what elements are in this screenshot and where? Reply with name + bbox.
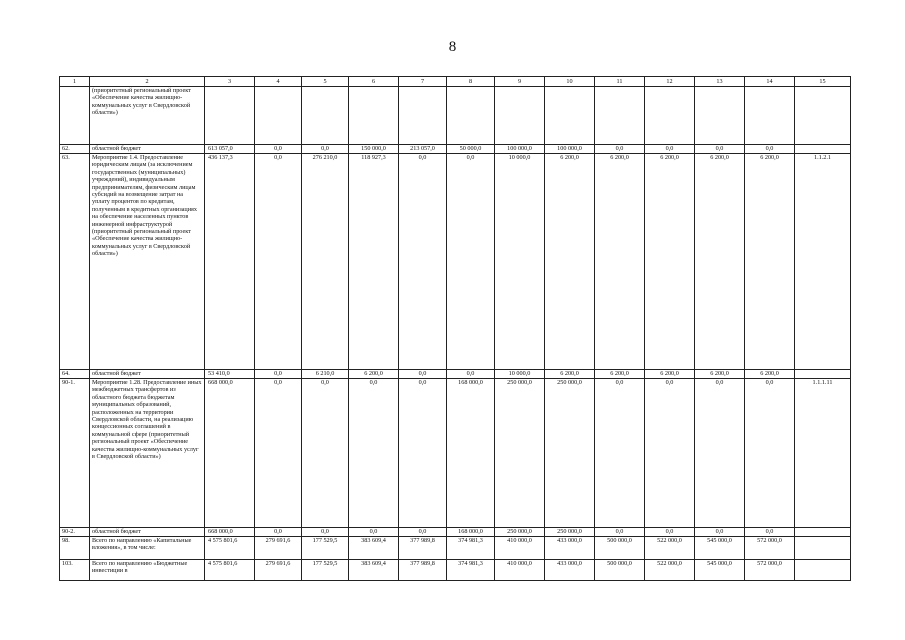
table-row: [60, 379, 851, 528]
amount-cell: 6 200,0: [545, 154, 595, 370]
amount-cell: 150 000,0: [349, 145, 399, 154]
header-cell: 12: [645, 77, 695, 87]
target-code-cell: 1.1.1.11: [795, 379, 851, 528]
row-number-cell: [60, 87, 90, 145]
amount-cell: 436 137,3: [205, 154, 255, 370]
amount-cell: [447, 87, 495, 145]
row-number-cell: 90-1.: [60, 379, 90, 528]
amount-cell: 0,0: [595, 145, 645, 154]
amount-cell: 668 000,0: [205, 379, 255, 528]
amount-cell: [695, 87, 745, 145]
row-number-cell: 64.: [60, 370, 90, 379]
amount-cell: 0,0: [399, 154, 447, 370]
amount-cell: 0,0: [399, 370, 447, 379]
amount-cell: 4 575 801,6: [205, 560, 255, 581]
amount-cell: 374 981,3: [447, 560, 495, 581]
amount-cell: 6 200,0: [645, 154, 695, 370]
amount-cell: 118 927,3: [349, 154, 399, 370]
amount-cell: 168 000,0: [447, 379, 495, 528]
table-row: [60, 560, 851, 581]
amount-cell: 177 529,5: [302, 537, 349, 560]
amount-cell: 53 410,0: [205, 370, 255, 379]
amount-cell: 0,0: [447, 154, 495, 370]
amount-cell: 545 000,0: [695, 537, 745, 560]
amount-cell: 0,0: [745, 528, 795, 537]
description-cell: Мероприятие 1.4. Предоставление юридическим лицам (за исключением государственных (муниципальных) учреждений), индивидуальным предпринимателям, физическим лицам субсидий на возмещение затрат на уплату процентов по кредитам, полученным в кредитных организациях на обеспечение населенных пунктов инженерной инфраструктурой (приоритетный региональный проект «Обеспечение качества жилищно-коммунальных услуг в Свердловской области»): [90, 154, 205, 370]
amount-cell: 10 000,0: [495, 154, 545, 370]
header-cell: 2: [90, 77, 205, 87]
amount-cell: 668 000,0: [205, 528, 255, 537]
table-row: [60, 154, 851, 370]
amount-cell: 377 989,8: [399, 560, 447, 581]
amount-cell: [205, 87, 255, 145]
row-number-cell: 98.: [60, 537, 90, 560]
description-cell: областной бюджет: [90, 528, 205, 537]
amount-cell: 6 210,0: [302, 370, 349, 379]
header-cell: 13: [695, 77, 745, 87]
amount-cell: 250 000,0: [545, 528, 595, 537]
target-code-cell: [795, 560, 851, 581]
amount-cell: 0,0: [349, 528, 399, 537]
amount-cell: [399, 87, 447, 145]
row-number-cell: 90-2.: [60, 528, 90, 537]
amount-cell: 410 000,0: [495, 560, 545, 581]
amount-cell: 0,0: [255, 370, 302, 379]
amount-cell: 177 529,5: [302, 560, 349, 581]
row-number-cell: 63.: [60, 154, 90, 370]
header-cell: 7: [399, 77, 447, 87]
amount-cell: 0,0: [447, 370, 495, 379]
target-code-cell: 1.1.2.1: [795, 154, 851, 370]
amount-cell: 0,0: [645, 379, 695, 528]
amount-cell: 6 200,0: [695, 370, 745, 379]
amount-cell: 410 000,0: [495, 537, 545, 560]
amount-cell: 0,0: [255, 154, 302, 370]
amount-cell: 433 000,0: [545, 537, 595, 560]
amount-cell: 0,0: [595, 528, 645, 537]
amount-cell: 0,0: [349, 379, 399, 528]
amount-cell: 276 210,0: [302, 154, 349, 370]
header-cell: 1: [60, 77, 90, 87]
row-number-cell: 103.: [60, 560, 90, 581]
amount-cell: 6 200,0: [645, 370, 695, 379]
amount-cell: 213 057,0: [399, 145, 447, 154]
amount-cell: 6 200,0: [545, 370, 595, 379]
target-code-cell: [795, 145, 851, 154]
header-cell: 5: [302, 77, 349, 87]
amount-cell: 377 989,8: [399, 537, 447, 560]
row-number-cell: 62.: [60, 145, 90, 154]
amount-cell: 383 609,4: [349, 537, 399, 560]
amount-cell: [495, 87, 545, 145]
table-row: [60, 537, 851, 560]
description-cell: Всего по направлению «Бюджетные инвестиции в: [90, 560, 205, 581]
target-code-cell: [795, 87, 851, 145]
description-cell: Всего по направлению «Капитальные вложения», в том числе:: [90, 537, 205, 560]
amount-cell: 374 981,3: [447, 537, 495, 560]
amount-cell: 6 200,0: [745, 370, 795, 379]
amount-cell: 250 000,0: [495, 528, 545, 537]
header-cell: 3: [205, 77, 255, 87]
description-cell: (приоритетный региональный проект «Обеспечение качества жилищно-коммунальных услуг в Свердловской области»): [90, 87, 205, 145]
amount-cell: 0,0: [745, 145, 795, 154]
header-cell: 8: [447, 77, 495, 87]
amount-cell: 0,0: [302, 379, 349, 528]
amount-cell: 0,0: [302, 528, 349, 537]
budget-table: [59, 76, 851, 581]
amount-cell: 6 200,0: [349, 370, 399, 379]
description-cell: Мероприятие 1.28. Предоставление иных межбюджетных трансфертов из областного бюджета бюджетам муниципальных образований, расположенных на территории Свердловской области, на реализацию концессионных соглашений в коммунальной сфере (приоритетный региональный проект «Обеспечение качества жилищно-коммунальных услуг в Свердловской области»): [90, 379, 205, 528]
description-cell: областной бюджет: [90, 145, 205, 154]
amount-cell: [545, 87, 595, 145]
amount-cell: 0,0: [595, 379, 645, 528]
target-code-cell: [795, 528, 851, 537]
amount-cell: 279 691,6: [255, 537, 302, 560]
amount-cell: 100 000,0: [545, 145, 595, 154]
amount-cell: [349, 87, 399, 145]
header-cell: 9: [495, 77, 545, 87]
amount-cell: 50 000,0: [447, 145, 495, 154]
table-row: [60, 528, 851, 537]
target-code-cell: [795, 370, 851, 379]
header-cell: 14: [745, 77, 795, 87]
amount-cell: 522 000,0: [645, 560, 695, 581]
amount-cell: [255, 87, 302, 145]
amount-cell: 500 000,0: [595, 537, 645, 560]
amount-cell: 522 000,0: [645, 537, 695, 560]
amount-cell: 500 000,0: [595, 560, 645, 581]
amount-cell: 0,0: [399, 528, 447, 537]
header-cell: 6: [349, 77, 399, 87]
amount-cell: 572 000,0: [745, 537, 795, 560]
amount-cell: 0,0: [255, 145, 302, 154]
amount-cell: [745, 87, 795, 145]
amount-cell: 0,0: [695, 145, 745, 154]
amount-cell: 613 057,0: [205, 145, 255, 154]
amount-cell: 0,0: [745, 379, 795, 528]
amount-cell: 0,0: [695, 528, 745, 537]
amount-cell: 6 200,0: [595, 370, 645, 379]
amount-cell: 6 200,0: [595, 154, 645, 370]
amount-cell: 0,0: [255, 528, 302, 537]
amount-cell: 0,0: [695, 379, 745, 528]
table-row: [60, 87, 851, 145]
page-number: 8: [448, 39, 457, 55]
amount-cell: 6 200,0: [745, 154, 795, 370]
amount-cell: 545 000,0: [695, 560, 745, 581]
header-cell: 11: [595, 77, 645, 87]
amount-cell: 250 000,0: [495, 379, 545, 528]
amount-cell: 0,0: [255, 379, 302, 528]
amount-cell: 250 000,0: [545, 379, 595, 528]
amount-cell: [302, 87, 349, 145]
amount-cell: 6 200,0: [695, 154, 745, 370]
amount-cell: 4 575 801,6: [205, 537, 255, 560]
amount-cell: 0,0: [302, 145, 349, 154]
amount-cell: 100 000,0: [495, 145, 545, 154]
amount-cell: 10 000,0: [495, 370, 545, 379]
table-row: [60, 145, 851, 154]
amount-cell: 383 609,4: [349, 560, 399, 581]
header-cell: 15: [795, 77, 851, 87]
header-cell: 4: [255, 77, 302, 87]
table-row: [60, 370, 851, 379]
header-cell: 10: [545, 77, 595, 87]
amount-cell: 572 000,0: [745, 560, 795, 581]
amount-cell: 0,0: [645, 145, 695, 154]
amount-cell: 0,0: [399, 379, 447, 528]
amount-cell: [595, 87, 645, 145]
description-cell: областной бюджет: [90, 370, 205, 379]
header-row: [60, 77, 851, 87]
amount-cell: 433 000,0: [545, 560, 595, 581]
amount-cell: [645, 87, 695, 145]
amount-cell: 168 000,0: [447, 528, 495, 537]
amount-cell: 0,0: [645, 528, 695, 537]
amount-cell: 279 691,6: [255, 560, 302, 581]
target-code-cell: [795, 537, 851, 560]
